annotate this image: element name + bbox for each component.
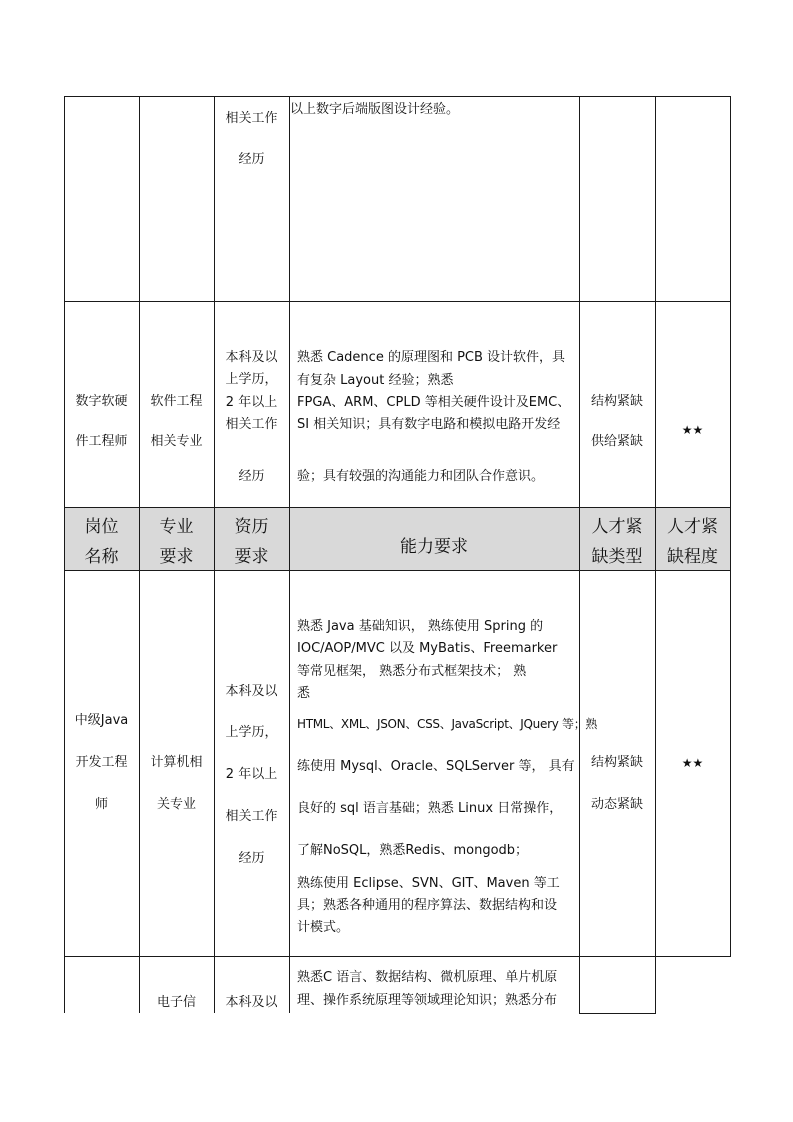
major-cell [139,754,214,771]
header-text: 缺程度 [667,547,718,567]
qualification-cell [214,110,289,127]
header-shortage-type [579,546,655,568]
row-separator-1 [64,301,731,302]
qualification-cell [214,850,289,867]
cell-text: 师 [94,797,108,812]
ability-line [297,618,543,635]
header-text: 名称 [84,547,119,567]
shortage-type-cell [579,433,655,450]
cell-text: 熟悉 Cadence 的原理图和 PCB 设计软件，具 [297,350,566,365]
cell-text: 计算机相 [150,755,203,770]
header-text: 能力要求 [400,537,468,557]
ability-line [297,875,560,892]
qualification-cell [214,724,289,741]
cell-text: 经历 [238,469,265,484]
cell-text: 中级Java [74,713,129,728]
star-rating-text: ★★ [681,423,704,437]
header-text: 人才紧 [591,517,643,537]
ability-line [297,663,526,680]
cell-text: IOC/AOP/MVC 以及 MyBatis、Freemarker [297,641,558,656]
shortage-level-stars [655,423,730,437]
cell-text: 上学历， [225,725,278,740]
header-major [139,516,214,538]
ability-line [297,897,557,914]
cell-text: 经历 [238,851,265,866]
header-shortage-level [655,546,730,568]
major-cell [139,393,214,410]
cell-text: 了解NoSQL，熟悉Redis、mongodb； [297,843,529,858]
row-separator-4 [64,956,731,957]
cell-text: 动态紧缺 [590,797,643,812]
qualification-cell [214,416,289,433]
ability-line [297,394,570,411]
cell-text: 本科及以 [225,684,278,699]
qualification-cell [214,151,289,168]
cell-text: 理、操作系统原理等领域理论知识；熟悉分布 [297,993,558,1008]
cell-text: 关专业 [156,797,196,812]
cell-text: 具；熟悉各种通用的程序算法、数据结构和设 [297,898,558,913]
ability-line [297,416,560,433]
cell-text: 相关工作 [225,111,278,126]
cell-text: 软件工程 [150,394,203,409]
row-separator-3 [64,570,731,571]
cell-text: SI 相关知识；具有数字电路和模拟电路开发经 [297,417,561,432]
cell-text: 相关工作 [225,809,278,824]
cell-text: 计模式。 [297,920,350,935]
cell-text: 相关工作 [225,417,278,432]
cell-text: 本科及以 [225,350,278,365]
cell-text: 数字软硬 [75,394,128,409]
ability-cell [290,101,459,118]
cell-text: 2 年以上 [225,767,278,782]
position-name-cell [64,433,139,450]
cell-text: 结构紧缺 [590,394,643,409]
ability-line [297,992,557,1009]
cell-text: 经历 [238,152,265,167]
cell-text: 开发工程 [75,755,128,770]
ability-line [297,969,557,986]
ability-line [297,716,597,733]
cell-text: 相关专业 [150,434,203,449]
header-text: 要求 [234,547,269,567]
cell-text: 熟悉 Java 基础知识， 熟练使用 Spring 的 [297,619,544,634]
row-separator-2 [64,507,731,508]
cell-text: FPGA、ARM、CPLD 等相关硬件设计及EMC、 [297,395,571,410]
header-qualification [214,546,289,568]
header-text: 专业 [159,517,194,537]
qualification-cell [214,371,289,388]
header-text: 岗位 [84,517,119,537]
header-text: 要求 [159,547,194,567]
qualification-cell [214,394,289,411]
cell-text: 熟练使用 Eclipse、SVN、GIT、Maven 等工 [297,876,560,891]
shortage-type-cell [579,754,655,771]
cell-text: 电子信 [156,995,196,1010]
header-text: 资历 [234,517,269,537]
header-position [64,546,139,568]
ability-line [297,372,453,389]
cell-text: 2 年以上 [225,395,278,410]
cell-text: 验；具有较强的沟通能力和团队合作意识。 [297,469,545,484]
ability-line [297,919,349,936]
cell-text: 练使用 Mysql、Oracle、SQLServer 等， 具有 [297,759,575,774]
major-cell [139,433,214,450]
ability-line [297,640,557,657]
qualification-cell [214,766,289,783]
qualification-cell [214,349,289,366]
shortage-box-bottom [579,1013,656,1014]
header-text: 缺类型 [591,547,643,567]
qualification-cell [214,468,289,485]
cell-text: 本科及以 [225,995,278,1010]
cell-text: 悉 [297,686,311,701]
cell-text: HTML、XML、JSON、CSS、JavaScript、JQuery 等；熟 [297,717,598,731]
cell-text: 供给紧缺 [590,434,643,449]
header-position [64,516,139,538]
table-border-top [64,96,731,97]
position-name-cell [64,754,139,771]
ability-line [297,758,575,775]
cell-text: 件工程师 [75,434,128,449]
header-shortage-level [655,516,730,538]
cell-text: 结构紧缺 [590,755,643,770]
cell-text: 熟悉C 语言、数据结构、微机原理、单片机原 [297,970,558,985]
qualification-cell [214,683,289,700]
shortage-type-cell [579,796,655,813]
header-qualification [214,516,289,538]
header-ability [289,536,579,558]
ability-line [297,842,528,859]
cell-text: 等常见框架， 熟悉分布式框架技术； 熟 [297,664,527,679]
table-border-right [730,96,731,957]
cell-text: 上学历， [225,372,278,387]
major-cell [139,994,214,1011]
position-name-cell [64,393,139,410]
ability-line [297,468,544,485]
shortage-type-cell [579,393,655,410]
major-cell [139,796,214,813]
header-major [139,546,214,568]
ability-line [297,685,310,702]
header-shortage-type [579,516,655,538]
shortage-level-stars [655,756,730,770]
cell-text: 有复杂 Layout 经验；熟悉 [297,373,454,388]
cell-text: 良好的 sql 语言基础；熟悉 Linux 日常操作， [297,801,563,816]
position-name-cell [64,712,139,729]
cell-text: 以上数字后端版图设计经验。 [290,102,460,117]
qualification-cell [214,994,289,1011]
qualification-cell [214,808,289,825]
star-rating-text: ★★ [681,756,704,770]
header-text: 人才紧 [667,517,718,537]
ability-line [297,349,565,366]
position-name-cell [64,796,139,813]
ability-line [297,800,562,817]
